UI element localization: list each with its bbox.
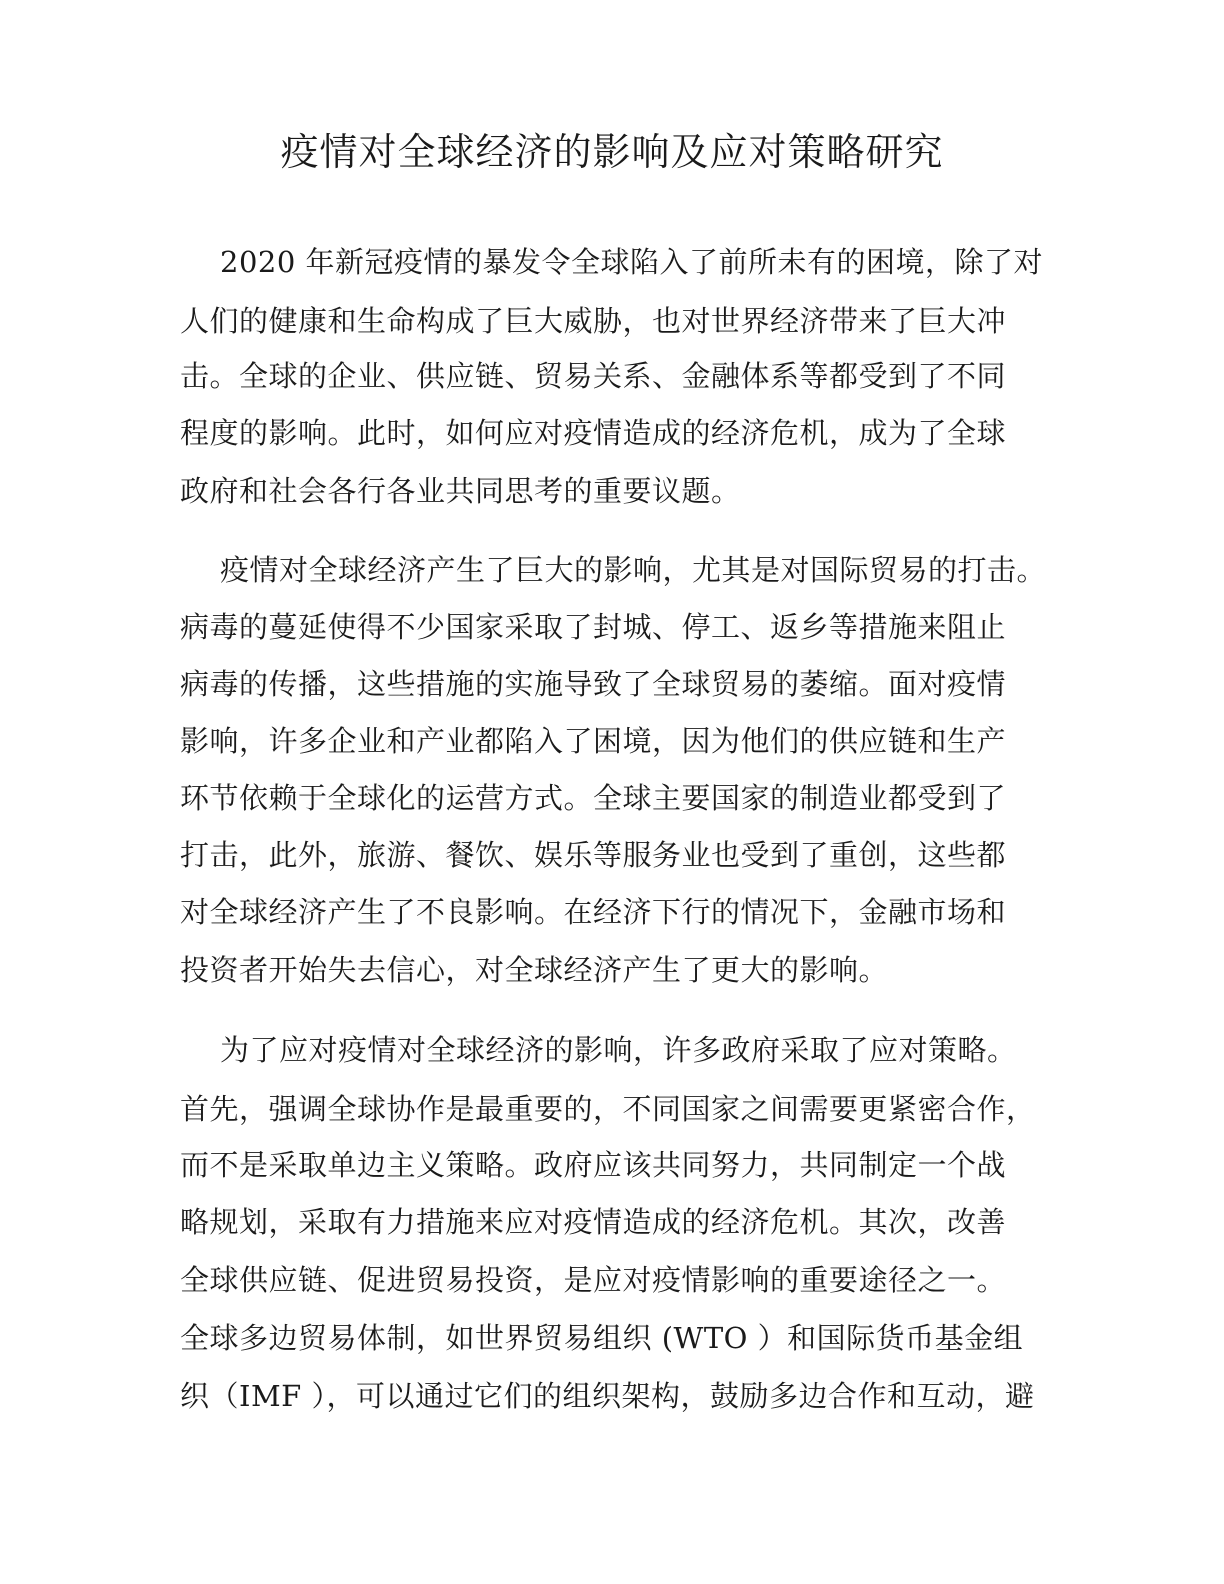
paragraph-line: 略规划，采取有力措施来应对疫情造成的经济危机。其次，改善: [180, 1205, 1007, 1239]
paragraph-line: 环节依赖于全球化的运营方式。全球主要国家的制造业都受到了: [180, 781, 1007, 815]
paragraph-line: 疫情对全球经济产生了巨大的影响，尤其是对国际贸易的打击。: [220, 553, 1047, 587]
paragraph-line: 对全球经济产生了不良影响。在经济下行的情况下，金融市场和: [180, 895, 1007, 929]
paragraph-line: 2020 年新冠疫情的暴发令全球陷入了前所未有的困境，除了对: [220, 245, 1044, 279]
paragraph-line: 人们的健康和生命构成了巨大威胁，也对世界经济带来了巨大冲: [180, 304, 1007, 338]
paragraph-line: 打击，此外，旅游、餐饮、娱乐等服务业也受到了重创，这些都: [180, 838, 1007, 872]
paragraph-line: 为了应对疫情对全球经济的影响，许多政府采取了应对策略。: [220, 1033, 1017, 1067]
paragraph-line: 全球供应链、促进贸易投资，是应对疫情影响的重要途径之一。: [180, 1263, 1007, 1297]
paragraph-line: 全球多边贸易体制，如世界贸易组织 (WTO ）和国际货币基金组: [180, 1321, 1024, 1355]
paragraph-line: 投资者开始失去信心，对全球经济产生了更大的影响。: [180, 953, 889, 987]
paragraph-line: 影响，许多企业和产业都陷入了困境，因为他们的供应链和生产: [180, 724, 1007, 758]
paragraph-line: 程度的影响。此时，如何应对疫情造成的经济危机，成为了全球: [180, 416, 1007, 450]
paragraph-line: 病毒的传播，这些措施的实施导致了全球贸易的萎缩。面对疫情: [180, 667, 1007, 701]
document-title: 疫情对全球经济的影响及应对策略研究: [280, 130, 944, 174]
paragraph-line: 政府和社会各行各业共同思考的重要议题。: [180, 474, 741, 508]
paragraph-line: 织（IMF ），可以通过它们的组织架构，鼓励多边合作和互动，避: [180, 1379, 1035, 1413]
paragraph-line: 击。全球的企业、供应链、贸易关系、金融体系等都受到了不同: [180, 359, 1007, 393]
paragraph-line: 病毒的蔓延使得不少国家采取了封城、停工、返乡等措施来阻止: [180, 610, 1007, 644]
paragraph-line: 首先，强调全球协作是最重要的，不同国家之间需要更紧密合作，: [180, 1092, 1036, 1126]
paragraph-line: 而不是采取单边主义策略。政府应该共同努力，共同制定一个战: [180, 1148, 1007, 1182]
